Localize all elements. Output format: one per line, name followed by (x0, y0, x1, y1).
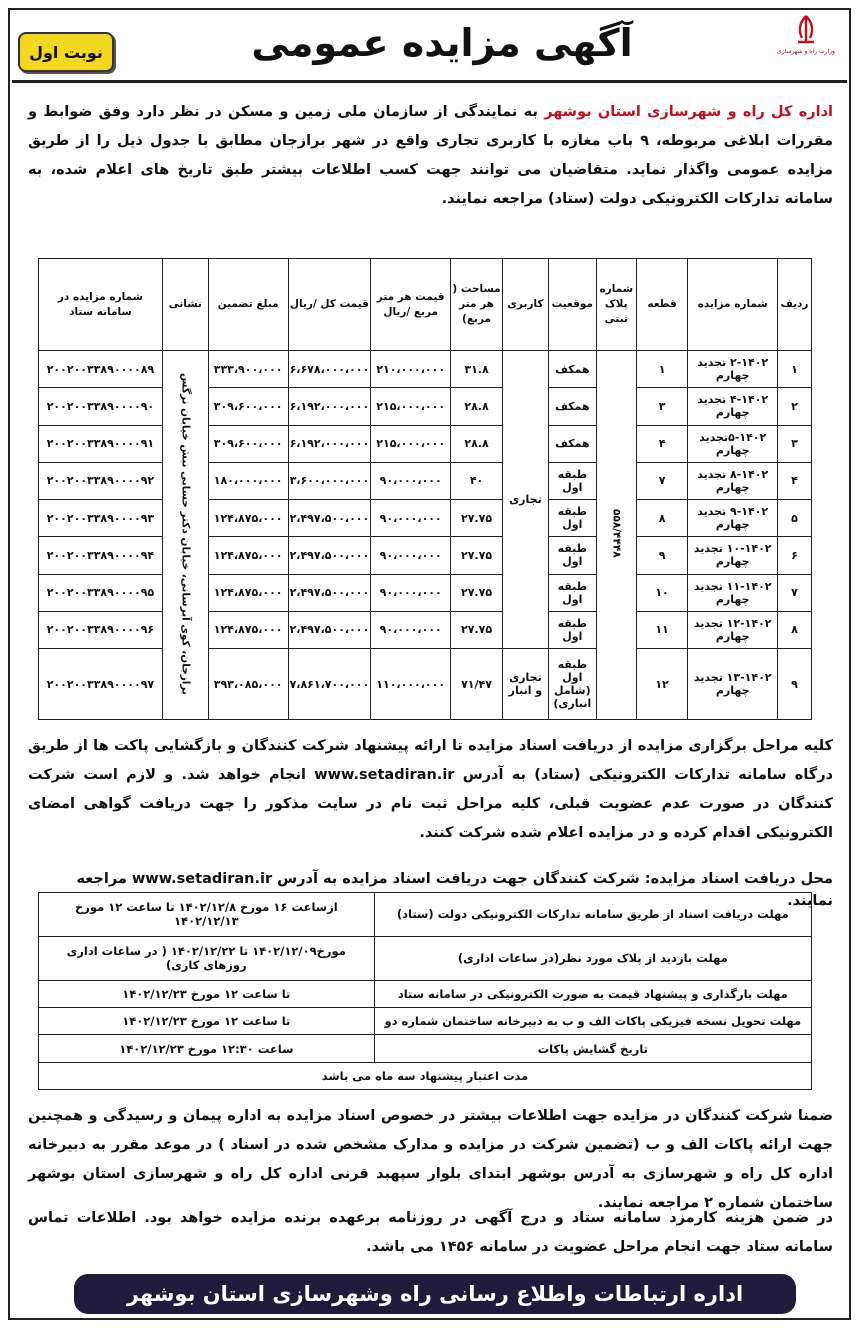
cell-total: ۶،۶۷۸،۰۰۰،۰۰۰ (288, 351, 371, 388)
cell-parcel: ۳ (636, 388, 688, 425)
cell-row: ۳ (778, 425, 812, 462)
table-row (39, 500, 812, 537)
cell-price-sqm: ۹۰،۰۰۰،۰۰۰ (371, 611, 451, 648)
cell-location: طبقه اول (548, 500, 596, 537)
schedule-label: مهلت بازدید از پلاک مورد نظر(در ساعات اداری) (374, 936, 811, 980)
stages-text-after: انجام خواهد شد. و لازم است شرکت کنندگان در صورت عدم عضویت قبلی، کلیه مراحل ثبت نام در سایت مذکور را جهت دریافت گواهی امضای الکترونیکی اقدام کرده و در مزایده اعلام شده شرکت کنند. (28, 767, 833, 841)
cell-usage: تجاری و انبار (502, 649, 548, 720)
cell-area: ۲۷.۷۵ (451, 500, 503, 537)
cell-auction-no: ۹-۱۴۰۲ تجدید چهارم (688, 500, 778, 537)
cell-setad-no: ۲۰۰۲۰۰۳۳۸۹۰۰۰۰۹۴ (39, 537, 163, 574)
cell-setad-no: ۲۰۰۲۰۰۳۳۸۹۰۰۰۰۹۵ (39, 574, 163, 611)
intro-paragraph (28, 98, 833, 214)
footer-banner: اداره ارتباطات واطلاع رسانی راه وشهرسازی استان بوشهر (74, 1274, 796, 1314)
cell-price-sqm: ۹۰،۰۰۰،۰۰۰ (371, 537, 451, 574)
cell-area: ۲۷.۷۵ (451, 611, 503, 648)
cell-area: ۲۷.۷۵ (451, 537, 503, 574)
round-badge: نوبت اول (18, 32, 114, 72)
table-row (39, 425, 812, 462)
cell-row: ۵ (778, 500, 812, 537)
cell-deposit: ۱۲۴،۸۷۵،۰۰۰ (208, 611, 288, 648)
header-total: قیمت کل /ریال (288, 259, 371, 351)
cell-location: همکف (548, 388, 596, 425)
cell-area: ۲۸.۸ (451, 425, 503, 462)
table-row (39, 649, 812, 720)
setad-link-docs[interactable]: www.setadiran.ir (131, 871, 273, 887)
address-value: برازجان، کوی آبرسانی، خیابان دکتر حسابی نبش خیابان نرگس (179, 372, 192, 695)
cell-parcel: ۱۲ (636, 649, 688, 720)
cell-setad-no: ۲۰۰۲۰۰۳۳۸۹۰۰۰۰۹۰ (39, 388, 163, 425)
cell-deposit: ۱۲۴،۸۷۵،۰۰۰ (208, 537, 288, 574)
header-usage: کاربری (502, 259, 548, 351)
cell-price-sqm: ۹۰،۰۰۰،۰۰۰ (371, 500, 451, 537)
cell-auction-no: ۱۰-۱۴۰۲ تجدید چهارم (688, 537, 778, 574)
cell-area: ۳۱.۸ (451, 351, 503, 388)
cell-address (162, 351, 208, 720)
cell-auction-no: ۱۳-۱۴۰۲ تجدید چهارم (688, 649, 778, 720)
cell-row: ۶ (778, 537, 812, 574)
schedule-value: ساعت ۱۲:۳۰ مورخ ۱۴۰۲/۱۲/۲۳ (39, 1035, 375, 1062)
header-address: نشانی (162, 259, 208, 351)
header-auction-no: شماره مزایده (688, 259, 778, 351)
cell-deposit: ۱۲۴،۸۷۵،۰۰۰ (208, 500, 288, 537)
intro-text: به نمایندگی از سازمان ملی زمین و مسکن در نظر دارد وفق ضوابط و مقررات ابلاغی مربوطه، ۹ باب مغازه با کاربری تجاری واقع در شهر برازجان مطابق با جدول ذیل را از طریق مزایده عمومی واگذار نماید. متقاضیان می توانند جهت کسب اطلاعات بیشتر طبق تاریخ های اعلام شده، به سامانه تدارکات الکترونیکی دولت (ستاد) مراجعه نمایند. (28, 104, 833, 207)
schedule-row (39, 1035, 812, 1062)
header-location: موقعیت (548, 259, 596, 351)
cell-location: همکف (548, 351, 596, 388)
docs-text-after: مراجعه نمایند. (76, 871, 833, 909)
cell-price-sqm: ۲۱۵،۰۰۰،۰۰۰ (371, 388, 451, 425)
table-row (39, 351, 812, 388)
cell-usage (502, 351, 548, 649)
cell-total: ۲،۴۹۷،۵۰۰،۰۰۰ (288, 611, 371, 648)
cell-area: ۷۱/۴۷ (451, 649, 503, 720)
validity-note: مدت اعتبار پیشنهاد سه ماه می باشد (39, 1062, 812, 1089)
ministry-logo (775, 12, 837, 74)
docs-text-before: محل دریافت اسناد مزایده: شرکت کنندگان جهت دریافت اسناد مزایده به آدرس (272, 871, 833, 887)
cell-row: ۲ (778, 388, 812, 425)
cell-setad-no: ۲۰۰۲۰۰۳۳۸۹۰۰۰۰۸۹ (39, 351, 163, 388)
emblem-icon (788, 12, 824, 48)
auction-table (38, 258, 812, 720)
cell-auction-no: ۴-۱۴۰۲ تجدید چهارم (688, 388, 778, 425)
cell-auction-no: ۸-۱۴۰۲ تجدید چهارم (688, 462, 778, 499)
header-deposit: مبلغ تضمین (208, 259, 288, 351)
header-plate: شماره پلاک ثبتی (596, 259, 636, 351)
cell-auction-no: ۱۱-۱۴۰۲ تجدید چهارم (688, 574, 778, 611)
usage-value: تجاری (509, 493, 542, 507)
schedule-value: مورخ۱۴۰۲/۱۲/۰۹ تا ۱۴۰۲/۱۲/۲۲ ( در ساعات اداری روزهای کاری) (39, 936, 375, 980)
cell-total: ۲،۴۹۷،۵۰۰،۰۰۰ (288, 500, 371, 537)
closing-paragraph-1: ضمنا شرکت کنندگان در مزایده جهت اطلاعات بیشتر در خصوص اسناد مزایده به اداره پیمان و رسیدگی و همچنین جهت ارائه پاکات الف و ب (تضمین شرکت در مزایده و مدارک مشخص شده در اسناد ) در موعد مقرر به دبیرخانه اداره کل راه و شهرسازی به آدرس بوشهر ابتدای بلوار سپهبد قرنی اداره کل راه و شهرسازی استان بوشهر ساختمان شماره ۲ مراجعه نمایند. (28, 1108, 833, 1211)
schedule-row (39, 893, 812, 937)
header-row: ردیف (778, 259, 812, 351)
cell-row: ۴ (778, 462, 812, 499)
cell-plate (596, 351, 636, 720)
schedule-label: مهلت تحویل نسخه فیزیکی پاکات الف و ب به دبیرخانه ساختمان شماره دو (374, 1008, 811, 1035)
cell-location: طبقه اول (شامل انباری) (548, 649, 596, 720)
cell-parcel: ۴ (636, 425, 688, 462)
schedule-row (39, 980, 812, 1007)
cell-setad-no: ۲۰۰۲۰۰۳۳۸۹۰۰۰۰۹۲ (39, 462, 163, 499)
cell-total: ۲،۴۹۷،۵۰۰،۰۰۰ (288, 574, 371, 611)
table-row (39, 537, 812, 574)
schedule-value: تا ساعت ۱۲ مورخ ۱۴۰۲/۱۲/۲۳ (39, 980, 375, 1007)
cell-price-sqm: ۱۱۰،۰۰۰،۰۰۰ (371, 649, 451, 720)
cell-total: ۶،۱۹۲،۰۰۰،۰۰۰ (288, 425, 371, 462)
cell-deposit: ۱۸۰،۰۰۰،۰۰۰ (208, 462, 288, 499)
cell-total: ۳،۶۰۰،۰۰۰،۰۰۰ (288, 462, 371, 499)
cell-setad-no: ۲۰۰۲۰۰۳۳۸۹۰۰۰۰۹۷ (39, 649, 163, 720)
cell-parcel: ۸ (636, 500, 688, 537)
cell-area: ۲۸.۸ (451, 388, 503, 425)
cell-parcel: ۷ (636, 462, 688, 499)
cell-auction-no: ۲-۱۴۰۲ تجدید چهارم (688, 351, 778, 388)
schedule-row (39, 1008, 812, 1035)
schedule-row (39, 936, 812, 980)
divider (12, 80, 847, 83)
schedule-value: تا ساعت ۱۲ مورخ ۱۴۰۲/۱۲/۲۳ (39, 1008, 375, 1035)
cell-price-sqm: ۹۰،۰۰۰،۰۰۰ (371, 462, 451, 499)
logo-text: وزارت راه و شهرسازی (777, 48, 835, 55)
table-row (39, 574, 812, 611)
schedule-value: ازساعت ۱۶ مورخ ۱۴۰۲/۱۲/۸ تا ساعت ۱۲ مورخ ۱۴۰۲/۱۲/۱۳ (39, 893, 375, 937)
cell-price-sqm: ۲۱۵،۰۰۰،۰۰۰ (371, 425, 451, 462)
cell-deposit: ۳۰۹،۶۰۰،۰۰۰ (208, 425, 288, 462)
cell-deposit: ۳۳۳،۹۰۰،۰۰۰ (208, 351, 288, 388)
header-setad-no: شماره مزایده در سامانه ستاد (39, 259, 163, 351)
plate-value: ۵۵۸/۴۴۴۸ (610, 509, 623, 558)
cell-parcel: ۱ (636, 351, 688, 388)
cell-row: ۸ (778, 611, 812, 648)
cell-auction-no: ۱۲-۱۴۰۲ تجدید چهارم (688, 611, 778, 648)
header-price-sqm: قیمت هر متر مربع /ریال (371, 259, 451, 351)
cell-location: طبقه اول (548, 574, 596, 611)
header-parcel: قطعه (636, 259, 688, 351)
cell-total: ۷،۸۶۱،۷۰۰،۰۰۰ (288, 649, 371, 720)
cell-area: ۲۷.۷۵ (451, 574, 503, 611)
cell-total: ۲،۴۹۷،۵۰۰،۰۰۰ (288, 537, 371, 574)
cell-auction-no: ۵-۱۴۰۲تجدید چهارم (688, 425, 778, 462)
closing-paragraph-2: در ضمن هزینه کارمزد سامانه ستاد و درج آگهی در روزنامه برعهده برنده مزایده خواهد بود. اطلاعات تماس سامانه ستاد جهت انجام مراحل عضویت در سامانه ۱۴۵۶ می باشد. (28, 1210, 833, 1255)
cell-deposit: ۳۹۳،۰۸۵،۰۰۰ (208, 649, 288, 720)
cell-total: ۶،۱۹۲،۰۰۰،۰۰۰ (288, 388, 371, 425)
setad-link[interactable]: www.setadiran.ir (314, 767, 455, 783)
cell-setad-no: ۲۰۰۲۰۰۳۳۸۹۰۰۰۰۹۱ (39, 425, 163, 462)
cell-location: طبقه اول (548, 462, 596, 499)
cell-price-sqm: ۹۰،۰۰۰،۰۰۰ (371, 574, 451, 611)
cell-row: ۱ (778, 351, 812, 388)
table-row (39, 462, 812, 499)
schedule-label: مهلت دریافت اسناد از طریق سامانه تدارکات الکترونیکی دولت (ستاد) (374, 893, 811, 937)
cell-parcel: ۹ (636, 537, 688, 574)
cell-row: ۹ (778, 649, 812, 720)
cell-location: طبقه اول (548, 537, 596, 574)
cell-row: ۷ (778, 574, 812, 611)
cell-deposit: ۳۰۹،۶۰۰،۰۰۰ (208, 388, 288, 425)
cell-location: همکف (548, 425, 596, 462)
table-row (39, 388, 812, 425)
org-name: اداره کل راه و شهرسازی استان بوشهر (544, 104, 834, 120)
table-row (39, 611, 812, 648)
header-area: مساحت ( هر متر مربع) (451, 259, 503, 351)
page-title: آگهی مزایده عمومی (251, 21, 633, 65)
cell-price-sqm: ۲۱۰،۰۰۰،۰۰۰ (371, 351, 451, 388)
cell-area: ۴۰ (451, 462, 503, 499)
stages-paragraph (28, 732, 833, 848)
cell-parcel: ۱۱ (636, 611, 688, 648)
cell-deposit: ۱۲۴،۸۷۵،۰۰۰ (208, 574, 288, 611)
stages-text-before: کلیه مراحل برگزاری مزایده از دریافت اسناد مزایده تا ارائه پیشنهاد شرکت کنندگان و بازگشایی پاکت ها از طریق درگاه سامانه تدارکات الکترونیکی (ستاد) به آدرس (28, 738, 833, 783)
cell-setad-no: ۲۰۰۲۰۰۳۳۸۹۰۰۰۰۹۳ (39, 500, 163, 537)
schedule-table (38, 892, 812, 1090)
cell-parcel: ۱۰ (636, 574, 688, 611)
schedule-row (39, 1062, 812, 1089)
cell-location: طبقه اول (548, 611, 596, 648)
cell-setad-no: ۲۰۰۲۰۰۳۳۸۹۰۰۰۰۹۶ (39, 611, 163, 648)
schedule-label: مهلت بارگذاری و پیشنهاد قیمت به صورت الکترونیکی در سامانه ستاد (374, 980, 811, 1007)
schedule-label: تاریخ گشایش پاکات (374, 1035, 811, 1062)
header (12, 10, 847, 78)
